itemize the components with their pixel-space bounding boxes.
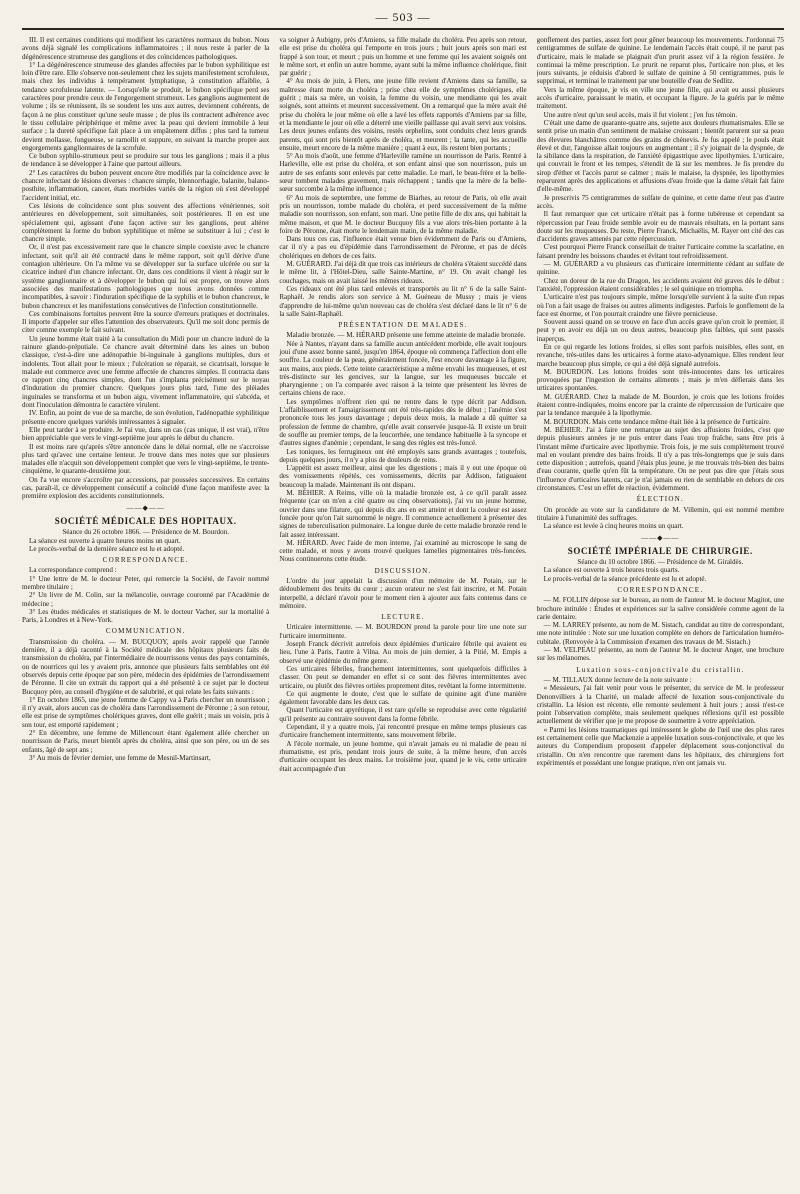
- subsection-heading: CORRESPONDANCE.: [617, 586, 704, 594]
- paragraph: En ce qui regarde les lotions froides, si elles sont parfois nuisibles, elles sont, en revanche, très-utiles dans les urticaires à forme ataxo-adynamique. Elles rendent leur marche beaucoup plus simple, ce qui a été déjà signalé autrefois.: [536, 342, 784, 368]
- paragraph: L'appétit est assez meilleur, ainsi que les digestions ; mais il y eut une époque où des vomissements répétés, ces vomissements, décrits par Addison, fatiguaient beaucoup la malade. Maintenant ils ont disparu.: [279, 464, 527, 489]
- subsection-heading: LECTURE.: [381, 613, 425, 622]
- paragraph: Le procès-verbal de la dernière séance est lu et adopté.: [29, 544, 185, 553]
- paragraph: 2° En décembre, une femme de Millencourt étant également allée chercher un nourrisson de Paris, meurt bientôt après du choléra, ainsi que son père, ou un de ses enfants, âgé de sept ans ;: [22, 729, 270, 754]
- section-title: SOCIÉTÉ IMPÉRIALE DE CHIRURGIE.: [567, 545, 753, 556]
- paragraph: III. Il est certaines conditions qui modifient les caractères normaux du bubon. Nous avons déjà signalé les complications inflammatoires ; il nous reste à parler de la dégénérescence strumeuse des ganglions et des coïncidences pathologiques.: [22, 36, 270, 61]
- paragraph: — M. GUÉRARD a vu plusieurs cas d'urticaire intermittente cédant au sulfate de quinine.: [536, 260, 784, 277]
- paragraph: M. BOURDON. Mais cette tendance même était liée à la présence de l'urticaire.: [543, 417, 771, 426]
- paragraph: Ce bubon syphilo-strumeux peut se produire sur tous les ganglions ; mais il a plus de tendance à se développer à l'aine que partout ailleurs.: [22, 152, 270, 169]
- paragraph: 1° Une lettre de M. le docteur Peter, qui remercie la Société, de l'avoir nommé membre titulaire ;: [22, 574, 270, 591]
- paragraph: M. BÉHIER. A Reims, ville où la maladie bronzée est, à ce qu'il paraît assez fréquente (car on m'en a cité quatre ou cinq observations), j'ai vu un jeune homme, ouvrier dans une filature, qui depuis dix ans en est atteint et dont la couleur est assez foncée pour qu'on l'ait surnommé le nègre. Il commence actuellement à présenter des signes de tuberculisation pulmonaire. La longue durée de cette maladie bronzée rend le fait assez intéressant.: [279, 489, 527, 539]
- paragraph: Ces lésions de coïncidence sont plus souvent des affections vénériennes, soit antérieures en développement, soit simultanées, soit postérieures. Il en est une spécialement qui, agissant d'une façon active sur les ganglions, peut altérer complètement la forme du bubon syphilitique et même se substituer à lui ; c'est le chancre simple.: [22, 201, 270, 244]
- paragraph: Maladie bronzée. — M. HÉRARD présente une femme atteinte de maladie bronzée.: [286, 331, 526, 340]
- paragraph: 3° Les études médicales et statistiques de M. le docteur Vacher, sur la mortalité à Paris, à Londres et à New-York.: [22, 607, 270, 625]
- paragraph: va soigner à Aubigny, près d'Amiens, sa fille malade du choléra. Peu après son retour, elle est prise du choléra qui l'emporte en trois jours ; huit jours après son mari est frappé à son tour, et meurt ; puis un homme et une femme qui les avaient soignés ont le même sort, et enfin un autre homme, ayant subi la même influence cholérique, finit par guérir ;: [279, 36, 527, 78]
- paragraph: M. GUÉRARD. Chez la malade de M. Bourdon, je crois que les lotions froides étaient contre-indiquées, moins encore par la crainte de répercussion de l'urticaire que par la tendance marquée à la lipothymie.: [536, 392, 784, 418]
- paragraph: — M. FOLLIN dépose sur le bureau, au nom de l'auteur M. le docteur Magitot, une brochure intitulée : Études et expériences sur la salive considérée comme agent de la carie dentaire.: [536, 596, 784, 621]
- column-1: [22, 36, 269, 1186]
- paragraph: C'était une dame de quarante-quatre ans, sujette aux douleurs rhumatismales. Elle se sentit prise un matin d'un sentiment de malaise croissant ; bientôt parurent sur sa peau des élevures blanchâtres comme des grains de chènevis. Je fus appelé ; le pouls était élevé et dur, l'angoisse allait toujours en augmentant ; il s'y joignait de la dyspnée, de la sibilance dans la respiration, de l'anxiété épigastrique avec lipothymies. L'urticaire, qui couvrait le front et les tempes, s'étendit de là sur les membres. Je fis prendre du sirop d'éther et l'accès parut se calmer ; mais le malaise, la dyspnée, les lipothymies reparurent après des applications et affusions d'eau froide que la dame s'était fait faire d'elle-même.: [536, 118, 784, 194]
- paragraph: M. HÉRARD. Avec l'aide de mon interne, j'ai examiné au microscope le sang de cette malade, et nous y avons trouvé quelques lamelles pigmentaires très-foncées. Nous continuerons cette étude.: [279, 538, 527, 564]
- paragraph: 1° La dégénérescence strumeuse des glandes affectées par le bubon syphilitique est loin d'être rare. Elle s'observe non-seulement chez les sujets manifestement scrofuleux, mais chez les individus à tempérament lymphatique, à constitution affaiblie, à tendance scrofuleuse latente. — Lorsqu'elle se produit, le bubon spécifique perd ses caractères pour prendre ceux de l'engorgement strumeux. Les ganglions augmentent de volume ; ils se réunissent, ils se soudent les uns aux autres, deviennent cohérents, de façon à ne plus constituer qu'une seule masse ; de plus ils contractent adhérence avec le tissu cellulaire périphérique et même avec la peau qui devient immobile à leur surface ; la dureté spécifique fait place à un empâtement diffus ; plus tard la tumeur devient mollasse, fongueuse, se ramollit et suppure, en suivant la marche propre aux engorgements ganglionnaires de la scrofule.: [22, 60, 270, 152]
- paragraph: A l'école normale, un jeune homme, qui n'avait jamais eu ni maladie de peau ni rhumatisme, est pris, pendant trois jours de suite, à la même heure, d'un accès d'urticaire occupant les deux mains. Le troisième jour, quand je le vis, cette urticaire était accompagnée d'un: [279, 739, 527, 773]
- paragraph: Ces urticaires fébriles, franchement intermittentes, sont quelquefois difficiles à classer. On peut se demander en effet si ce sont des fièvres intermittentes avec urticaire, ou plutôt des fièvres ortiées proprement dites, revêtant la forme intermittente.: [279, 664, 527, 690]
- subsection-heading: PRÉSENTATION DE MALADES.: [338, 321, 468, 330]
- paragraph: « Parmi les lésions traumatiques qui intéressent le globe de l'œil une des plus rares est certainement celle que Mackenzie a appelée luxation sous-conjonctivale, et que les auteurs du Compendium proposent d'appeler déplacement sous-conjonctival du cristallin. On n'en rencontre que rarement dans les hôpitaux, des chirurgiens fort expérimentés et possédant une longue pratique, n'en ont jamais vu.: [536, 725, 784, 767]
- paragraph: L'urticaire n'est pas toujours simple, même lorsqu'elle survient à la suite d'un repas où l'on a fait usage de fraises ou autres aliments indigestes. Parfois le gonflement de la face est énorme, et l'on pourrait craindre une fièvre pernicieuse.: [536, 293, 784, 318]
- paragraph: 3° Au mois de février dernier, une femme de Mesnil-Martinsart,: [29, 753, 211, 762]
- paragraph: Il est moins rare qu'après s'être annoncée dans le délai normal, elle ne s'accroisse plus tard qu'avec une certaine lenteur. Je trouve dans mes notes que sur plusieurs malades elle n'acquit son développement complet que vers le vingt-septième, le trente-cinquième, le quarante-deuxième jour.: [22, 442, 270, 476]
- paragraph: gonflement des parties, assez fort pour gêner beaucoup les mouvements. J'ordonnai 75 centigrammes de sulfate de quinine. Le lendemain l'accès était coupé, il ne parut pas d'urticaire, mais le malade se plaignait d'un prurit assez vif à la région fessière. Je continuai la même prescription. Le prurit ne reparut plus, l'urticaire non plus, et les jours suivants, je réduisis d'abord le sulfate de quinine à 50 centigrammes, puis le supprimai, et terminai le traitement par une bouteille d'eau de Sedlitz.: [536, 36, 784, 86]
- paragraph: 4° Au mois de juin, à Flers, une jeune fille revient d'Amiens dans sa famille, sa maîtresse étant morte du choléra ; prise chez elle de symptômes cholériques, elle guérit ; mais sa mère, un voisin, la femme du voisin, une mendiante qui les avait soignés, sont atteints et meurent successivement. On a remarqué que la mère avait été prise du choléra le jour même où elle a lavé les effets rapportés d'Amiens par sa fille, et la mendiante le jour où elle a déterré une vieille paillasse qui avait servi aux voisins. Les deux jeunes enfants des voisins, restés orphelins, sont conduits chez leurs grands parents, qui sont pris bientôt après de choléra, et meurent ; la tante, qui les accueille ensuite, meurt encore de la même manière ; quant à eux, ils restent bien portants ;: [279, 77, 527, 152]
- paragraph: Ce qui augmente le doute, c'est que le sulfate de quinine agit d'une manière également favorable dans les deux cas.: [279, 689, 527, 707]
- column-2: [279, 36, 526, 1186]
- page-number: — 503 —: [375, 10, 431, 24]
- paragraph: Il faut remarquer que cet urticaire n'était pas à forme tubéreuse et cependant sa répercussion par l'eau froide semble avoir eu de mauvais résultats, en la portant sans doute sur les muqueuses. Du reste, Pierre Franck, Michaëlis, M. Rayer ont cité des cas d'accidents graves amenés par cette répercussion.: [536, 210, 784, 244]
- paragraph: Urticaire intermittente. — M. BOURDON prend la parole pour lire une note sur l'urticaire intermittente.: [279, 623, 527, 640]
- paragraph: Ces combinaisons fortuites peuvent être la source d'erreurs pratiques et doctrinales. Il importe d'appeler sur elles l'attention des observateurs. Qu'il me soit donc permis de citer comme exemple le fait suivant.: [22, 309, 270, 335]
- paragraph: 6° Au mois de septembre, une femme de Biarhes, au retour de Paris, où elle avait pris un nourrisson, tombe malade du choléra, et perd successivement de la même maladie son nourrisson, son enfant, son mari. Une petite fille de dix ans, qui habitait la même maison, et que M. le docteur Bucquoy fils a vue alors très-bien portante à la foire de Péronne, était morte le lendemain matin, de la même maladie.: [279, 193, 527, 235]
- paragraph: La séance est ouverte à trois heures trois quarts.: [543, 566, 680, 575]
- paragraph: On l'a vue encore s'accroître par accessions, par poussées successives. En certains cas, paraît-il, ce développement consécutif a coïncidé d'une façon manifeste avec la première explosion des accidents constitutionnels.: [22, 475, 270, 501]
- paragraph: L'ordre du jour appelait la discussion d'un mémoire de M. Potain, sur le dédoublement des bruits du cœur ; aucun orateur ne s'est fait inscrire, et M. Potain interpellé, a déclaré n'avoir pour le moment rien à ajouter aux faits contenus dans ce mémoire.: [279, 577, 527, 610]
- paragraph: M. BÉHIER. J'ai à faire une remarque au sujet des affusions froides, c'est que depuis plusieurs années je ne puis entrer dans l'eau trop fraîche, sans être pris à l'instant même d'urticaire avec lipothymie. Trois fois, je me suis complètement trouvé mal en voulant prendre des bains froids. Il n'y a pas très-longtemps que je suis dans cette disposition ; autrefois, quand j'étais plus jeune, je me trouvais très-bien des bains d'eau courante, quelle qu'en fût la température. On ne peut pas dire que j'étais sous l'influence d'urticaires latents, car je n'ai jamais eu rien de semblable en dehors de ces circonstances. C'est un effet de réaction, évidemment.: [536, 425, 784, 493]
- paragraph: Une autre n'eut qu'un seul accès, mais il fut violent ; j'en fus témoin.: [543, 110, 738, 119]
- paragraph: Souvent aussi quand on se trouve en face d'un accès grave qu'on croit le premier, il peut y en avoir eu déjà un ou deux autres, beaucoup plus faibles, qui sont passés inaperçus.: [536, 318, 784, 343]
- column-3: [537, 36, 784, 1186]
- paragraph: Les toniques, les ferrugineux ont été employés sans grands avantages ; toutefois, depuis quelques jours, il n'y a plus de douleurs de reins.: [279, 447, 527, 464]
- paragraph: Chez un doreur de la rue du Dragon, les accidents avaient été graves dès le début : l'anxiété, l'oppression étaient considérables ; le sel quinique en triompha.: [536, 276, 784, 293]
- paragraph: 2° Un livre de M. Colin, sur la mélancolie, ouvrage couronné par l'Académie de médecine ;: [22, 591, 270, 608]
- paragraph: Or, il n'est pas excessivement rare que le chancre simple coexiste avec le chancre infectant, soit qu'il ait été contracté dans le même rapport, soit qu'il dérive d'une contagion ultérieure. On l'a même vu se développer sur la surface ulcérée ou sur la cicatrice induré d'un chancre infectant. Or, dans ces conditions il vient à réagir sur le système ganglionnaire et à développer le bubon qui lui est propre, on trouve alors associées des manifestations pathologiques que nous avons données comme incompatibles, à savoir : l'induration spécifique de la syphilis et le bubon chancreux, le bubon chancreux et les manifestations consécutives de l'infection constitutionnelle.: [22, 243, 270, 310]
- paragraph: — M. VELPEAU présente, au nom de l'auteur M. le docteur Anger, une brochure sur les mélanomes.: [536, 646, 784, 663]
- header-rule: [22, 28, 784, 30]
- paragraph: Elle peut tarder à se produire. Je l'ai vue, dans un cas (cas unique, il est vrai), n'être bien appréciable que vers le vingt-septième jour après le début du chancre.: [22, 425, 270, 443]
- paragraph: La séance est ouverte à quatre heures moins un quart.: [29, 536, 181, 545]
- subsection-heading: DISCUSSION.: [374, 566, 432, 575]
- paragraph: M. BOURDON. Les lotions froides sont très-innocentes dans les urticaires provoquées par l'ingestion de certains aliments ; mais je m'en défierais dans les urticaires spontanées.: [536, 367, 784, 393]
- session-date: Séance du 10 octobre 1866. — Présidence de M. Giraldès.: [577, 558, 744, 567]
- paragraph: 2° Les caractères du bubon peuvent encore être modifiés par la coïncidence avec le chancre infectant de lésions diverses : chancre simple, blennorrhagie, balanite, balano-posthite, inflammation, cancer, états morbides variés de la région où s'est développé l'accident initial, etc.: [22, 168, 270, 202]
- paragraph: Vers la même époque, je vis en ville une jeune fille, qui avait eu aussi plusieurs accès d'urticaire, paraissant le matin, et occupant la figure. Je la guéris par le même traitement.: [536, 85, 784, 111]
- section-separator: ——◆——: [126, 503, 165, 512]
- paragraph: IV. Enfin, au point de vue de sa marche, de son évolution, l'adénopathie syphilitique présente encore quelques variétés intéressantes à signaler.: [22, 409, 270, 426]
- session-date: Séance du 26 octobre 1866. — Présidence de M. Bourdon.: [62, 528, 229, 537]
- paragraph: 5° Au mois d'août, une femme d'Harleville ramène un nourrisson de Paris. Rentré à Harleville, elle est prise du choléra, et son enfant ainsi que son nourrisson, puis un autre de ses enfants sont enlevés par cette maladie. Le mari, le beau-frère et la belle-sœur tombent malades gravement, mais réchappent ; tandis que la mère de la belle-sœur succombe à la même influence ;: [279, 152, 527, 194]
- subsection-heading: COMMUNICATION.: [105, 627, 186, 636]
- paragraph: Je prescrivis 75 centigrammes de sulfate de quinine, et cette dame n'eut pas d'autre accès.: [536, 193, 784, 210]
- paragraph: Un jeune homme était traité à la consultation du Midi pour un chancre induré de la rainure glando-préputiale. Ce chancre avait déterminé dans les aines un bubon classique, c'est-à-dire une adénopathie bi-inguinale à ganglions multiples, durs et indolents. Tout allait pour le mieux ; l'ulcération se réparait, se cicatrisait, lorsque le malade eut commerce avec une femme affectée de chancres simples. Il contracta dans ce rapport cinq chancres simples, dont l'un s'implanta précisément sur le noyau d'induration du premier chancre. Quelques jours plus tard, l'une des pléiades inguinales se transforma et un bubon aigu, vivement inflammatoire, qui s'abcéda, et dont l'inoculation démontra le caractère virulent.: [22, 334, 270, 410]
- paragraph: La séance est levée à cinq heures moins un quart.: [543, 522, 684, 531]
- paragraph: — M. LARREY présente, au nom de M. Sistach, candidat au titre de correspondant, une note intitulée : Note sur une luxation complète en dehors de l'articulation huméro-cubitale. (Renvoyée à la Commission d'examen des travaux de M. Sistach.): [536, 621, 784, 646]
- paragraph: 1° En octobre 1865, une jeune femme de Cappy va à Paris chercher un nourrisson ; il n'y avait, alors aucun cas de choléra dans l'arrondissement de Péronne ; à son retour, elle est prise de symptômes cholériques graves, dont elle guérit ; mais un voisin, pris à son tour, est emporté rapidement ;: [22, 695, 270, 729]
- subsection-heading: ÉLECTION.: [636, 495, 684, 504]
- paragraph: Quant l'urticaire est apyrétique, il est rare qu'elle se reproduise avec cette régularité qu'il présente au contraire souvent dans la forme fébrile.: [279, 706, 527, 723]
- subsection-heading: CORRESPONDANCE.: [102, 556, 189, 565]
- paragraph: Transmission du choléra. — M. BUCQUOY, après avoir rappelé que l'année dernière, il a déjà raconté à la Société médicale des hôpitaux plusieurs faits de transmission du choléra, par l'intermédiaire de nourrissons venus des pays contaminés, ou de nourrices qui les y avaient pris, annonce que plusieurs faits semblables ont été observés depuis cette époque par son père, médecin des épidémies de l'arrondissement de Péronne. Il cite un extrait du rapport qui a été présenté à ce sujet par le docteur Bucquoy père, au conseil d'hygiène et de salubrité, et qui relate les faits suivants :: [22, 637, 270, 696]
- section-title: SOCIÉTÉ MÉDICALE DES HOPITAUX.: [54, 515, 237, 526]
- paragraph: Née à Nantes, n'ayant dans sa famille aucun antécédent morbide, elle avait toujours joui d'une assez bonne santé, jusqu'en 1864, époque où commença l'affection dont elle souffre. La couleur de la peau, généralement foncée, l'est encore davantage à la figure, aux mains, aux pieds. Cette teinte caractéristique a même envahi les muqueuses, et est très-distincte sur les gencives, sur la langue, sur les muqueuses buccale et pharyngienne ; on l'a comparée avec raison à la teinte que présentent les lèvres de certains chiens de race.: [279, 339, 527, 398]
- paragraph: Les symptômes n'offrent rien qui ne rentre dans le type décrit par Addison. L'affaiblissement et l'amaigrissement ont été très-rapides dès le début ; l'anémie s'est prononcée tous les jours davantage ; depuis deux mois, la malade a dû quitter sa profession de femme de chambre, qu'elle avait conservée jusque-là. Il existe un bruit de souffle au premier temps, de la leucorrhée, une tendance habituelle à la syncope et d'autres signes d'anémie ; cependant, le sang des règles est très-foncé.: [279, 397, 527, 448]
- paragraph: « Messieurs, j'ai fait venir pour vous le présenter, du service de M. le professeur Denonvilliers à la Charité, un malade affecté de luxation sous-conjonctivale du cristallin. La lésion est récente, elle remonte seulement à huit jours ; aussi n'est-ce point l'observation complète, mais seulement quelques réflexions qu'il est possible actuellement de vérifier que je me propose de soumettre à votre appréciation.: [536, 684, 784, 726]
- paragraph: Le procès-verbal de la séance précédente est lu et adopté.: [543, 574, 707, 583]
- paragraph: La correspondance comprend :: [29, 566, 117, 575]
- paragraph: Joseph Franck décrivit autrefois deux épidémies d'urticaire fébrile qui avaient eu lieu, l'une à Paris, l'autre à Vilna. Au mois de juin dernier, à la Pitié, M. Empis a observé une épidémie du même genre.: [279, 640, 527, 665]
- paragraph: On procède au vote sur la candidature de M. Villemin, qui est nommé membre titulaire à l'unanimité des suffrages.: [536, 505, 784, 522]
- section-separator: ——◆——: [641, 533, 680, 542]
- paragraph: M. GUÉRARD. J'ai déjà dit que trois cas intérieurs de choléra s'étaient succédé dans le même lit, à l'Hôtel-Dieu, salle Sainte-Martine, n° 19. On avait changé les couchages, mais on avait laissé les mêmes rideaux.: [279, 260, 527, 285]
- paragraph: Ces rideaux ont été plus tard enlevés et transportés au lit n° 6 de la salle Saint-Raphaël. Je rendis alors son service à M. Guéneau de Mussy ; mais je viens d'apprendre de lui-même qu'un nouveau cas de choléra s'est déclaré dans le lit n° 6 de la salle Saint-Raphaël.: [279, 284, 527, 318]
- subsection-heading: Luxation sous-conjonctivale du cristallin.: [576, 665, 745, 674]
- paragraph: Dans tous ces cas, l'influence était venue bien évidemment de Paris ou d'Amiens, car il n'y a pas eu d'épidémie dans l'arrondissement de Péronne, et pas de décès cholériques en dehors de ces faits.: [279, 235, 527, 260]
- paragraph: — M. TILLAUX donne lecture de la note suivante :: [543, 675, 692, 684]
- paragraph: Cependant, il y a quatre mois, j'ai rencontré presque en même temps plusieurs cas d'urticaire franchement intermittente, sans mouvement fébrile.: [279, 723, 527, 740]
- paragraph: C'est pourquoi Pierre Franck conseillait de traiter l'urticaire comme la scarlatine, en faisant prendre les boissons chaudes et évitant tout refroidissement.: [536, 243, 784, 260]
- text-columns: [22, 36, 784, 1186]
